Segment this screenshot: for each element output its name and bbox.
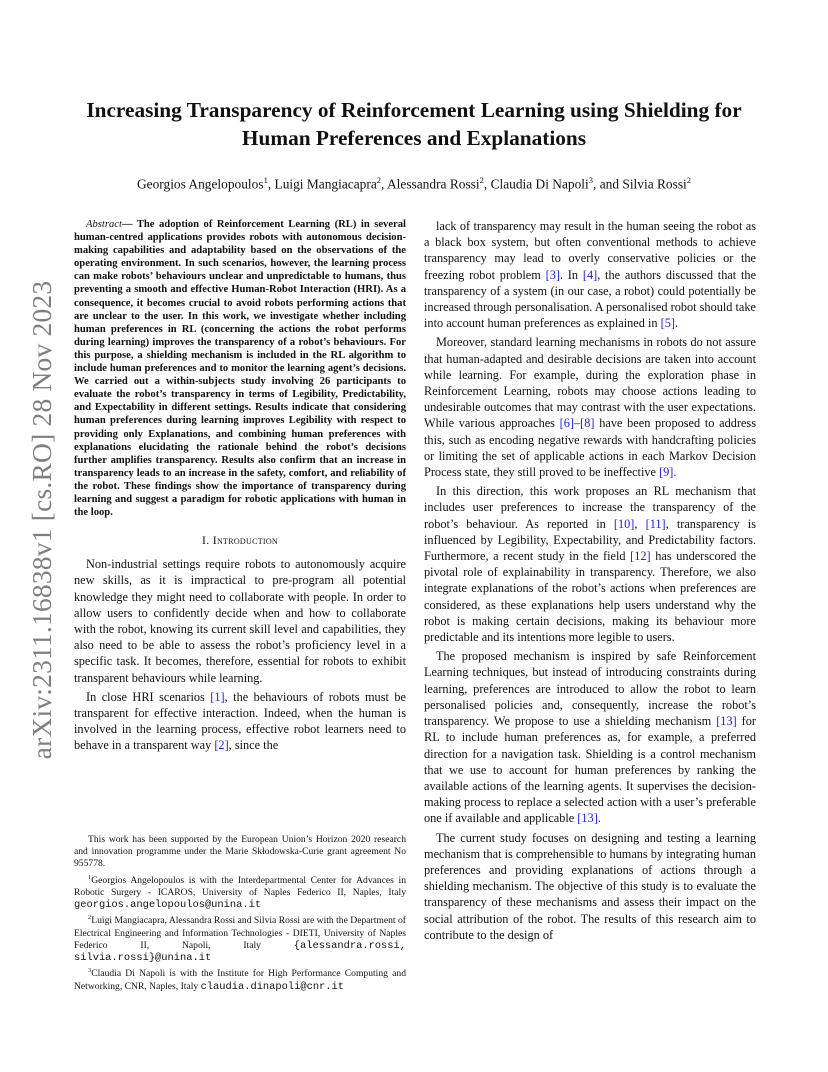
paragraph-text: The proposed mechanism is inspired by safe Reinforcement Learning techniques, but instead of introducing constraints during learning, preferences are introduced to allow the robot to learn personalised policies and, consequently, increase the robot’s transparency. We propose to use a shielding mechanism [424, 649, 756, 729]
author-affiliation-marker: 2 [686, 175, 692, 185]
paragraph-text: – [574, 416, 581, 431]
paragraph-text: , the authors discussed that the transparency of a system (in our case, a robot) could potentially be increased through personalisation. A personalised robot should take into account human preferences as explained in [424, 267, 757, 331]
citation-link[interactable]: [4] [582, 267, 598, 282]
funding-note: This work has been supported by the European Union’s Horizon 2020 research and innovation programme under the Marie Skłodowska-Curie grant agreement No 955778. [74, 834, 406, 870]
citation-link[interactable]: [9] [659, 465, 674, 480]
paragraph [424, 830, 756, 943]
author-name: Silvia Rossi [622, 176, 687, 192]
paragraph [424, 648, 756, 826]
citation-link[interactable]: [8] [580, 416, 595, 431]
paragraph-text: . [597, 811, 601, 826]
paragraph-text: has underscored the pivotal role of explainability in transparency. Therefore, we also integrate explanations of the robot’s actions when preferences are considered, as these explanations help users understand why the robot is making certain decisions, making its behaviour more predictable and its intentions more legible to users. [424, 549, 757, 645]
paragraph-text: In close HRI scenarios [86, 689, 211, 704]
citation-link[interactable]: [10] [613, 516, 635, 531]
author-name: Georgios Angelopoulos [136, 176, 264, 192]
author-name: Luigi Mangiacapra [274, 176, 377, 192]
citation-link[interactable]: [12] [630, 549, 651, 564]
citation-link[interactable]: [5] [660, 316, 675, 331]
paragraph-text: Moreover, standard learning mechanisms in robots do not assure that human-adapted and desirable decisions are taken into account while learning. For example, during the exploration phase in Reinforcement Learning, robots may choose actions leading to undesirable outcomes that may contrast with the user expectations. While various approaches [424, 335, 756, 431]
author-separator: , [267, 176, 275, 192]
abstract [74, 218, 406, 519]
abstract-label: Abstract [86, 219, 122, 230]
author-separator: , [483, 176, 491, 192]
footnote-3-marker: 3 [88, 967, 92, 975]
footnote-2-email[interactable]: {alessandra.rossi, silvia.rossi}@unina.it [74, 940, 406, 965]
author-separator: , and [593, 176, 623, 192]
author-list [60, 172, 768, 192]
author-name: Alessandra Rossi [386, 176, 480, 192]
footnote-1-email[interactable]: georgios.angelopoulos@unina.it [74, 899, 262, 912]
citation-link[interactable]: [13] [716, 714, 737, 729]
paragraph [424, 483, 756, 645]
section-heading-introduction: I. Introduction [201, 533, 279, 548]
arxiv-identifier[interactable]: arXiv:2311.16838v1 [cs.RO] 28 Nov 2023 [26, 280, 57, 760]
footnote-2-marker: 2 [88, 914, 92, 922]
footnote-1-marker: 1 [88, 873, 92, 881]
paragraph [424, 218, 756, 331]
paragraph-text: . [673, 465, 677, 480]
paragraph-text: The current study focuses on designing and testing a learning mechanism that is comprehensible to humans by integrating human preferences and providing explanations of actions through a shielding mechanism. The objective of this study is to evaluate the transparency of these mechanisms and assess their impact on the social attribution of the robot. The results of this research aim to contribute to the design of [424, 830, 756, 942]
paragraph-text: have been proposed to address this, such as encoding negative rewards with handcrafting policies or limiting the set of applicable actions in each Markov Decision Process state, they still proved to be ineffective [424, 416, 756, 480]
author-affiliation-marker: 1 [263, 175, 268, 185]
paper-title [60, 96, 768, 152]
right-body [424, 218, 756, 943]
footnote-3-text: Claudia Di Napoli is with the Institute for High Performance Computing and Networking, CNR, Naples, Italy [74, 968, 406, 992]
abstract-text: — The adoption of Reinforcement Learning (RL) in several human-centred applications provides robots with autonomous decision-making capabilities and adaptability based on the observations of the operating environment. In such scenarios, however, the learning process can make robots’ behaviours unclear and unpredictable to humans, thus preventing a smooth and effective Human-Robot Interaction (HRI). As a consequence, it becomes crucial to avoid robots performing actions that are unclear to the user. In this work, we investigate whether including human preferences in RL (concerning the actions the robot performs during learning) improves the transparency of a robot’s behaviours. For this purpose, a shielding mechanism is included in the RL algorithm to include human preferences and to monitor the learning agent’s decisions. We carried out a within-subjects study involving 26 participants to evaluate the robot’s transparency in terms of Legibility, Predictability, and Expectability in different settings. Results indicate that considering human preferences during learning improves Legibility with respect to providing only Explanations, and combining human preferences with explanations elucidating the rationale behind the robot’s decisions further amplifies transparency. Results also confirm that an increase in transparency leads to an increase in the safety, comfort, and reliability of the robot. These findings show the importance of transparency during learning and suggest a paradigm for robotic applications with human in the loop. [74, 219, 406, 519]
footnote-3-email[interactable]: claudia.dinapoli@cnr.it [200, 980, 344, 993]
author-name: Claudia Di Napoli [490, 176, 589, 192]
paragraph [74, 689, 406, 754]
paragraph [74, 556, 406, 686]
citation-link[interactable]: [13] [577, 811, 598, 826]
paragraph-text: . In [559, 267, 583, 282]
paragraph-text: In this direction, this work proposes an RL mechanism that includes user preferences to increase the transparency of the robot’s behaviour. As reported in [424, 484, 756, 531]
footnote-3 [74, 965, 406, 993]
paragraph-text: , [634, 516, 646, 531]
citation-link[interactable]: [2] [214, 738, 229, 753]
citation-link[interactable]: [11] [645, 516, 666, 531]
footnote-1-text: Georgios Angelopoulos is with the Interdepartmental Center for Advances in Robotic Surgery - ICAROS, University of Naples Federico II, Naples, Italy [74, 874, 406, 898]
paragraph-text: . [674, 316, 679, 331]
citation-link[interactable]: [3] [545, 267, 560, 282]
footnote-2-text: Luigi Mangiacapra, Alessandra Rossi and Silvia Rossi are with the Department of Electrical Engineering and Information Technologies - DIETI, University of Naples Federico II, Napoli, Italy [74, 915, 406, 951]
author-separator: , [381, 176, 387, 192]
footnote-1 [74, 872, 406, 912]
footnote-2 [74, 912, 406, 964]
paragraph-text: for RL to include human preferences as, for example, a preferred direction for a navigation task. Shielding is a control mechanism that we use to account for human preferences by ranking the available actions of the learning agents. It supervises the decision-making process to replace a selected action with a user’s preferable one if available and applicable [424, 714, 756, 826]
paragraph-text: lack of transparency may result in the human seeing the robot as a black box system, but often conventional methods to achieve transparency may lead to overly conservative policies or the freezing robot problem [424, 219, 756, 282]
paragraph-text: Non-industrial settings require robots to autonomously acquire new skills, as it is impractical to pre-program all potential knowledge they might need to collaborate with people. In order to allow users to confidently decide when and how to collaborate with the robot, knowing its current skill level and capabilities, they also need to be able to assess the robot’s proficiency level in a specific task. It becomes, therefore, essential for robots to exhibit transparent behaviours while learning. [74, 557, 406, 685]
author-affiliation-marker: 3 [588, 175, 593, 185]
author-affiliation-marker: 2 [376, 175, 382, 185]
left-column [74, 218, 406, 757]
paragraph-text: , transparency is influenced by Legibility, Expectability, and Predictability factors. Furthermore, a recent study in the field [424, 516, 756, 564]
footnotes [74, 834, 406, 994]
citation-link[interactable]: [6] [559, 416, 575, 431]
title-line-2: Human Preferences and Explanations [241, 126, 587, 150]
citation-link[interactable]: [1] [210, 689, 225, 704]
paragraph-text: , since the [228, 738, 279, 753]
right-column [424, 218, 756, 946]
arxiv-watermark [12, 270, 72, 770]
author-affiliation-marker: 2 [479, 175, 484, 185]
left-body [74, 556, 406, 753]
paragraph-text: , the behaviours of robots must be transparent for effective interaction. Indeed, when the human is involved in the learning process, effective robot learners need to behave in a transparent way [74, 689, 406, 753]
paragraph [424, 334, 756, 480]
title-line-1: Increasing Transparency of Reinforcement Learning using Shielding for [86, 98, 742, 122]
